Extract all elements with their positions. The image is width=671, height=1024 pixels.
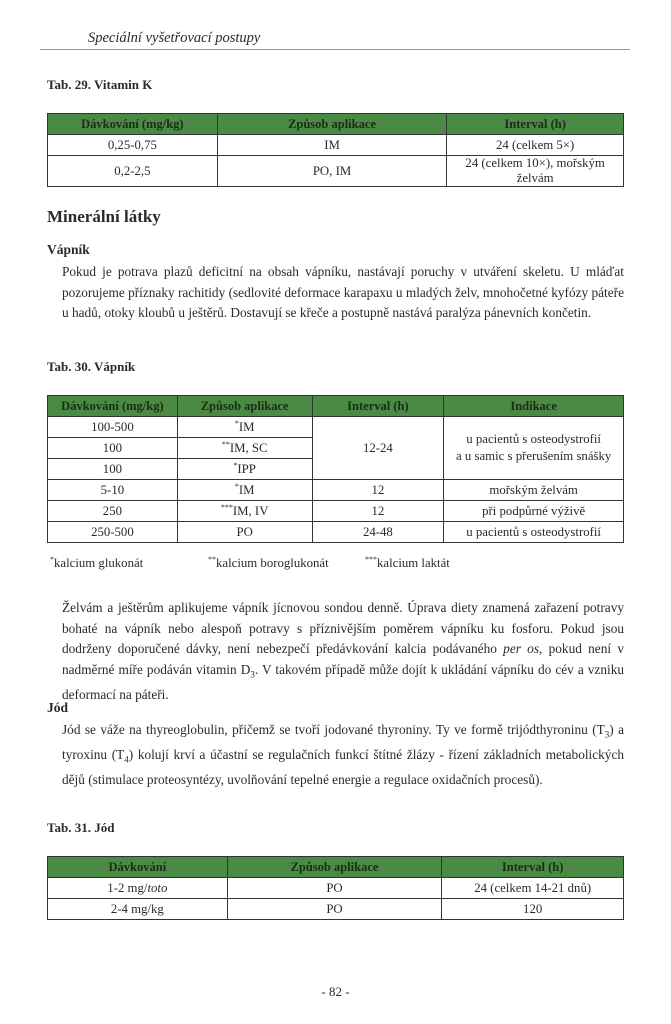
th-interval: Interval (h) [312, 396, 444, 417]
table-row [48, 135, 624, 156]
cell: 250 [48, 501, 178, 522]
th-interval: Interval (h) [447, 114, 624, 135]
section-heading: Minerální látky [47, 207, 161, 226]
footnote: **kalcium boroglukonát [208, 555, 329, 570]
cell-merged-interval: 12-24 [312, 417, 444, 480]
table-row [48, 522, 624, 543]
table-header-row [48, 396, 624, 417]
table-row [48, 480, 624, 501]
vapnik-heading: Vápník [47, 242, 90, 257]
table-row [48, 156, 624, 187]
th-route: Způsob aplikace [217, 114, 447, 135]
table-row [48, 878, 624, 899]
th-indication: Indikace [444, 396, 624, 417]
header-rule [40, 49, 630, 50]
jod-heading: Jód [47, 700, 69, 715]
th-dose: Dávkování [48, 857, 228, 878]
tab31-table [47, 856, 624, 920]
cell: 12 [312, 480, 444, 501]
calcium-paragraph: Želvám a ještěrům aplikujeme vápník jícnovou sondou denně. Úprava diety znamená zařazení potravy bohaté na vápník nebo alespoň potravy s příznivějším poměrem vápníku ku fosforu. Pokud jsou dodrženy doporučené dávky, není nebezpečí předávkování kalcia podávaného per os, pokud není v nadměrné míře podáván vitamin $D_3$. V takovém případě může dojít k ukládání vápníku do cév a vzniku deformací na páteři. [62, 600, 624, 702]
vapnik-paragraph: Pokud je potrava plazů deficitní na obsah vápníku, nastávají poruchy v utváření skeletu. U mláďat pozorujeme příznaky rachitidy (sedlovité deformace karapaxu u mladých želv, mnohočetné kyfózy páteře u hadů, otoky kloubů u ještěrů. Dostavují se křeče a postupně nastává paralýza pánevních končetin. [62, 264, 624, 320]
th-interval: Interval (h) [442, 857, 624, 878]
th-route: Způsob aplikace [177, 396, 312, 417]
tab30-title: Tab. 30. Vápník [47, 359, 136, 374]
tab29-table [47, 113, 624, 187]
cell: při podpůrné výživě [444, 501, 624, 522]
cell: PO [177, 522, 312, 543]
cell: *IPP [177, 459, 312, 480]
cell: 24 (celkem 14-21 dnů) [442, 878, 624, 899]
cell: mořským želvám [444, 480, 624, 501]
cell: *IM [177, 480, 312, 501]
cell: 24-48 [312, 522, 444, 543]
table-row [48, 899, 624, 920]
cell: PO [227, 899, 442, 920]
cell: PO, IM [217, 156, 447, 187]
footnote: *kalcium glukonát [50, 555, 144, 570]
cell: IM [217, 135, 447, 156]
tab30-table [47, 395, 624, 543]
cell: 5-10 [48, 480, 178, 501]
cell: 2-4 mg/kg [48, 899, 228, 920]
cell: 12 [312, 501, 444, 522]
cell: 100 [48, 438, 178, 459]
tab31-title: Tab. 31. Jód [47, 820, 115, 835]
tab29-title: Tab. 29. Vitamin K [47, 77, 153, 92]
cell: 100-500 [48, 417, 178, 438]
table-header-row [48, 114, 624, 135]
table-header-row [48, 857, 624, 878]
cell: 250-500 [48, 522, 178, 543]
cell: 0,2-2,5 [48, 156, 218, 187]
cell: 1-2 mg/toto [48, 878, 228, 899]
cell: 0,25-0,75 [48, 135, 218, 156]
cell: u pacientů s osteodystrofií [444, 522, 624, 543]
table-row [48, 501, 624, 522]
cell: 100 [48, 459, 178, 480]
th-dose: Dávkování (mg/kg) [48, 396, 178, 417]
jod-paragraph: Jód se váže na thyreoglobulin, přičemž se tvoří jodované thyroniny. Ty ve formě trijódthyroninu $(T_3)$ a tyroxinu $(T_4)$ kolují krví a účastní se regulačních funkcí štítné žlázy - řízení základních metabolických dějů (stimulace proteosyntézy, uvolňování tepelné energie a regulace oxidačních procesů). [62, 722, 624, 788]
cell: PO [227, 878, 442, 899]
running-header: Speciální vyšetřovací postupy [88, 30, 261, 46]
page-number: - 82 - [321, 984, 350, 999]
th-route: Způsob aplikace [227, 857, 442, 878]
cell: **IM, SC [177, 438, 312, 459]
table-row [48, 417, 624, 438]
cell: 24 (celkem 10×), mořským želvám [447, 156, 624, 187]
cell: ***IM, IV [177, 501, 312, 522]
cell: 24 (celkem 5×) [447, 135, 624, 156]
cell: 120 [442, 899, 624, 920]
th-dose: Dávkování (mg/kg) [48, 114, 218, 135]
cell: *IM [177, 417, 312, 438]
cell-merged-indication: u pacientů s osteodystrofií a u samic s přerušením snášky [444, 417, 624, 480]
footnote: ***kalcium laktát [365, 555, 450, 570]
